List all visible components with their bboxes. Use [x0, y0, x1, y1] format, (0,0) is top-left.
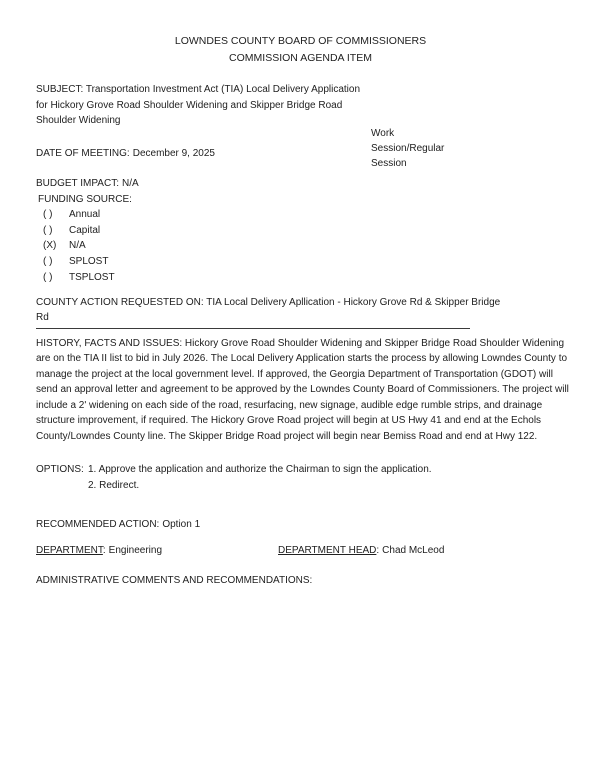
- funding-option-annual: [36, 207, 565, 223]
- department-cell: [36, 543, 162, 559]
- funding-option-label: SPLOST: [69, 256, 109, 268]
- funding-option-label: Capital: [69, 224, 101, 236]
- options-label: OPTIONS:: [36, 464, 84, 476]
- funding-option-splost: [36, 254, 565, 270]
- funding-option-label: N/A: [69, 240, 86, 252]
- department-head-colon: :: [376, 544, 380, 556]
- county-action-underline: [36, 328, 470, 329]
- recommended-action-label: RECOMMENDED ACTION:: [36, 519, 160, 531]
- document-title-line1: LOWNDES COUNTY BOARD OF COMMISSIONERS: [174, 35, 427, 47]
- funding-option-tsplost: [36, 270, 565, 286]
- date-of-meeting-label: DATE OF MEETING:: [36, 147, 130, 159]
- budget-impact-row: [36, 176, 565, 192]
- department-value: Engineering: [108, 544, 163, 556]
- county-action-text: COUNTY ACTION REQUESTED ON: TIA Local Delivery Apllication - Hickory Grove Rd & Skipper Bridge Rd: [36, 296, 501, 324]
- recommended-action-row: [36, 517, 565, 533]
- funding-source-label: FUNDING SOURCE:: [38, 193, 132, 205]
- checkbox-mark: ( ): [43, 224, 53, 236]
- checkbox-mark: ( ): [43, 271, 53, 283]
- budget-impact-label: BUDGET IMPACT:: [36, 178, 119, 189]
- recommended-action-value: Option 1: [162, 519, 201, 531]
- department-head-label: DEPARTMENT HEAD: [278, 544, 377, 556]
- date-of-meeting-value: December 9, 2025: [132, 147, 215, 159]
- option-item-1: 1. Approve the application and authorize the Chairman to sign the application.: [88, 464, 432, 476]
- checkbox-mark-checked: (X): [43, 240, 57, 252]
- document-title: [36, 33, 565, 67]
- history-facts-issues-text: HISTORY, FACTS AND ISSUES: Hickory Grove Road Shoulder Widening and Skipper Bridge Road Shoulder Widening are on the TIA II list to bid in July 2026. The Local Delivery Application starts the process by allowing Lowndes County to manage the project at the local government level. If approved, the Georgia Department of Transportation (GDOT) will send an approval letter and agreement to be approved by the Lowndes County Board of Commissioners. The project will include a 2' widening on each side of the road, resurfacing, new signage, audible edge rumble strips, and drainage structure improvement, if required. The Hickory Grove Road project will begin at US Hwy 41 and end at the Echols County/Lowndes County line. The Skipper Bridge Road project will begin near Bemiss Road and end at Hwy 122.: [36, 337, 569, 442]
- department-colon: :: [102, 544, 106, 556]
- department-head-value: Chad McLeod: [382, 544, 445, 556]
- department-head-cell: [278, 543, 444, 559]
- funding-option-label: Annual: [69, 209, 101, 220]
- administrative-comments-label: ADMINISTRATIVE COMMENTS AND RECOMMENDATIONS:: [36, 575, 313, 587]
- funding-source-list: [36, 207, 565, 286]
- options-row: [36, 462, 565, 493]
- checkbox-mark: ( ): [43, 256, 53, 268]
- session-type-text: Work Session/Regular Session: [371, 128, 445, 169]
- funding-option-na: [36, 238, 565, 254]
- option-item-2: 2. Redirect.: [88, 479, 140, 491]
- date-of-meeting-row: [36, 146, 565, 162]
- document-title-line2: COMMISSION AGENDA ITEM: [229, 52, 372, 64]
- options-items: [88, 462, 432, 493]
- funding-option-label: TSPLOST: [69, 271, 115, 283]
- checkbox-mark: ( ): [43, 209, 53, 220]
- funding-option-capital: [36, 223, 565, 239]
- subject-text: SUBJECT: Transportation Investment Act (TIA) Local Delivery Application for Hickory Grove Road Shoulder Widening and Skipper Bridge Road Shoulder Widening: [36, 84, 361, 126]
- department-label: DEPARTMENT: [36, 544, 103, 556]
- department-row: [36, 543, 565, 559]
- budget-impact-value: N/A: [121, 178, 139, 189]
